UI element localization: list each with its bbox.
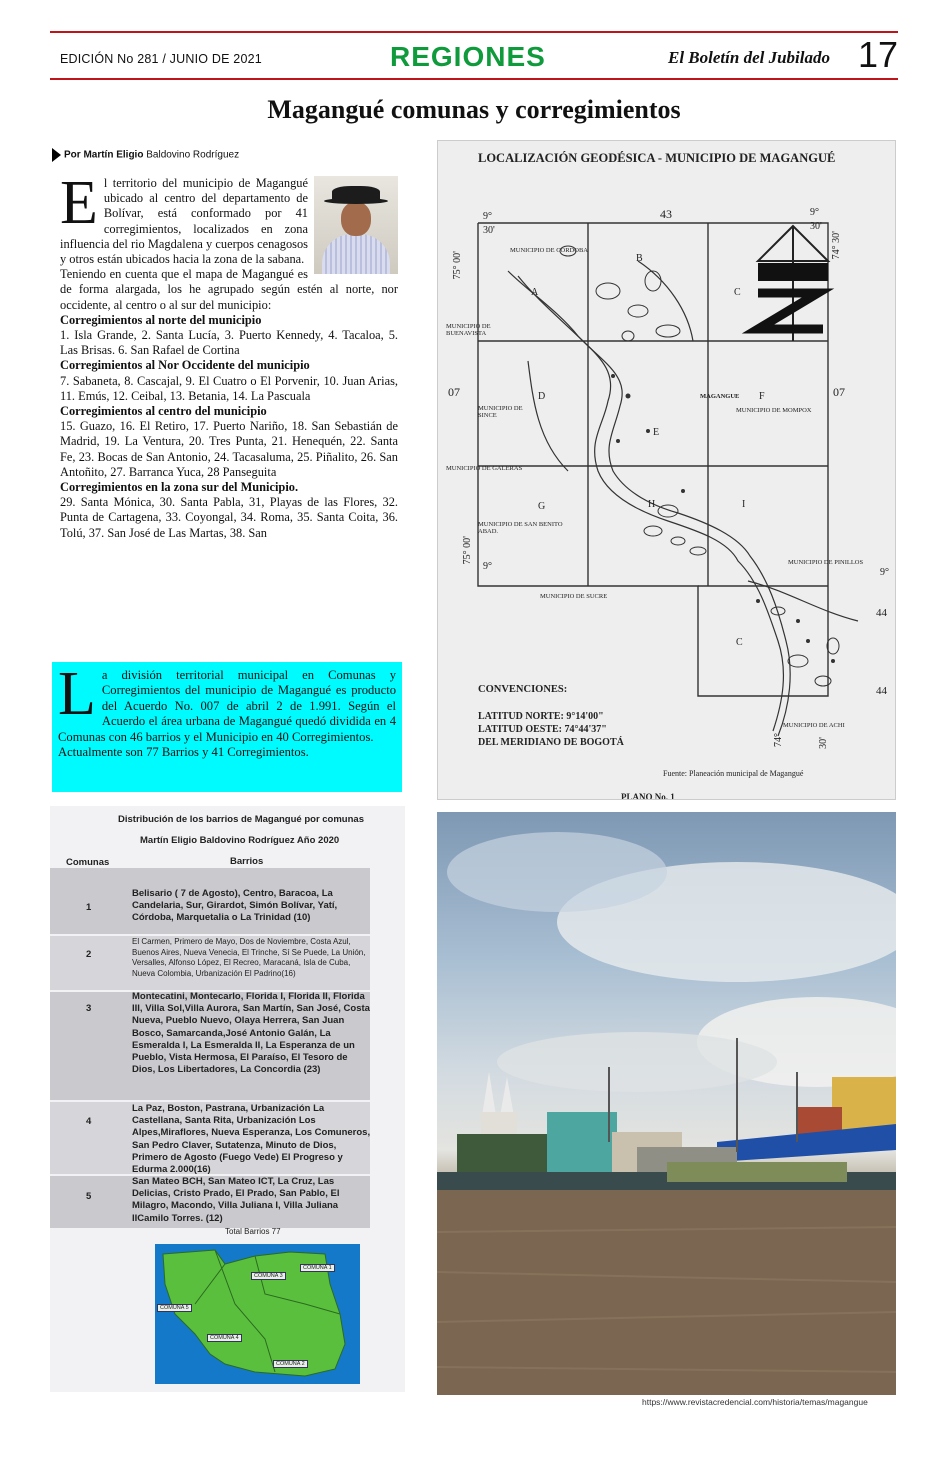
map-place-label: MUNICIPIO DE SINCE [478,405,523,419]
map-quadrant-label: I [742,499,746,510]
table-title: Distribución de los barrios de Magangué por comunas [118,814,364,825]
map-grid-label: 07 [448,385,460,399]
map-place-label: MUNICIPIO DE CORDOBA [510,247,589,254]
table-subtitle: Martín Eligio Baldovino Rodríguez Año 2020 [140,835,340,846]
map-latitude: LATITUD NORTE: 9°14'00" [478,711,604,722]
section-text: 29. Santa Mónica, 30. Santa Pabla, 31, Playas de las Flores, 32. Punta de Cartagena, 33. Coyongal, 34. Roma, 35. Santa Coita, 36. Tolú, 37. San José de Las Martas, 38. San [60,495,398,540]
table-row-barrios: Montecatini, Montecarlo, Florida I, Florida II, Florida III, Villa Sol,Villa Aurora, San Martín, San José, Costa Nueva, Pueblo Nuevo, Olaya Herrera, San Juan Bosco, Samarcanda,José Antonio Galán, La Esmeralda I, La Esmeralda II, La Esperanza de un Pueblo, Vista Hermosa, El Paraíso, El Tesoro de Dios, Los Libertadores, La Concordia (23) [132,991,370,1076]
map-grid-label: 07 [833,385,845,399]
table-total: Total Barrios 77 [225,1227,281,1236]
map-place-label: MUNICIPIO DE BUENAVISTA [446,323,491,337]
map-grid-label: 9° [483,561,492,572]
map-grid-label: 74° [773,733,784,747]
comuna-label: COMUNA 3 [251,1272,286,1280]
publication-brand: El Boletín del Jubilado [668,48,830,67]
info-box-dropcap: L [58,660,96,728]
barrios-table [50,806,405,1392]
byline-arrow-icon [52,148,61,162]
map-quadrant-label: A [531,287,539,298]
article-body [60,176,398,624]
map-grid-label: 9° [880,567,889,578]
map-grid-label: 44 [876,607,887,619]
table-row-number: 5 [86,1191,92,1202]
map-place-label: MUNICIPIO DE ACHI [783,722,845,729]
section-text: 15. Guazo, 16. El Retiro, 17. Puerto Nariño, 18. San Sebastián de Madrid, 19. La Ventura, 20. Tres Punta, 21. Henequén, 22. Santa Fe, 23. Bocas de San Antonio, 24. Tacasaluma, 25. Piñalito, 26. San Antoñito, 27. Barranca Yuca, 28 Panseguita [60,419,398,479]
table-row-number: 2 [86,949,92,960]
map-quadrant-label: E [653,427,660,438]
map-place-label: MUNICIPIO DE PINILLOS [788,559,864,566]
map-quadrant-label: C [734,287,741,298]
header-top-rule [50,31,898,33]
map-meridian: DEL MERIDIANO DE BOGOTÁ [478,737,624,748]
map-grid-label: 30' [810,221,822,232]
article-title: Magangué comunas y corregimientos [267,95,681,124]
map-grid-label: 44 [876,685,887,697]
map-source: Fuente: Planeación municipal de Magangué [663,769,804,778]
table-row-number: 1 [86,902,92,913]
map-quadrant-label: G [538,501,546,512]
map-place-label: MAGANGUE [700,393,740,400]
map-grid-label: 30' [818,737,829,749]
map-longitude: LATITUD OESTE: 74°44'37" [478,724,607,735]
map-quadrant-label: B [636,253,643,264]
page-number: 17 [858,34,899,75]
map-quadrant-label: D [538,391,546,402]
map-place-label: MUNICIPIO DE SUCRE [540,593,608,600]
table-row-number: 3 [86,1003,92,1014]
map-quadrant-label: H [648,499,656,510]
comuna-label: COMUNA 1 [300,1264,335,1272]
map-grid-label: 74° 30' [831,231,842,260]
map-grid-label: 75° 00' [452,251,463,280]
table-row-barrios: El Carmen, Primero de Mayo, Dos de Noviembre, Costa Azul, Buenos Aires, Nueva Venecia, El Trinche, Sí Se Puede, La Unión, Versalles, Alfonso López, El Recreo, Maracaná, Isla de Cuba, Nueva Colombia, Urbanización El Padrino(16) [132,937,366,978]
section-heading: Corregimientos al norte del municipio [60,312,262,327]
section-title: REGIONES [390,41,546,72]
map-place-label: MUNICIPIO DE MOMPOX [736,407,812,414]
river-photo [437,812,896,1395]
section-heading: Corregimientos al Nor Occidente del municipio [60,358,310,373]
author-photo [314,176,398,274]
map-grid-label: 9° [483,211,492,222]
byline-prefix: Por Martín Eligio [64,149,144,161]
map-title: LOCALIZACIÓN GEODÉSICA - MUNICIPIO DE MAGANGUÉ [478,151,836,165]
map-grid-label: 75° 00' [462,536,473,565]
map-place-label: MUNICIPIO DE SAN BENITO ABAD. [478,521,563,535]
article-para2: Teniendo en cuenta que el mapa de Magangué es de forma alargada, los he agrupado según estén al norte, nor occidente, al centro o al sur del municipio: [60,267,398,312]
map-grid-label: 9° [810,207,819,218]
table-row-barrios: San Mateo BCH, San Mateo ICT, La Cruz, Las Delicias, Cristo Prado, El Prado, San Pablo, El Milagro, Macondo, Villa Juliana I, Villa Juliana IICamilo Torres. (12) [132,1176,340,1224]
map-grid-label: 30' [483,225,495,236]
info-box-text: a división territorial municipal en Comunas y Corregimientos del municipio de Magangué es producto del Acuerdo No. 007 de abril 2 de 1.991. Según el Acuerdo el área urbana de Magangué quedó dividida en 4 Comunas con 46 barrios y el Municipio en 40 Corregimientos. [58,668,396,744]
article-intro: l territorio del municipio de Magangué ubicado al centro del departamento de Bolívar, está conformado por 41 corregimientos, localizados en zona influencia del rio Magdalena y cuerpos cenagosos y otros están ubicados hacia la zona de la sabana. [60,176,308,267]
river-scene [437,812,896,1395]
table-header-barrios: Barrios [230,856,264,867]
comunas-map [155,1244,360,1384]
comuna-label: COMUNA 2 [273,1360,308,1368]
comuna-label: COMUNA 5 [157,1304,192,1312]
geodesic-map [437,140,896,800]
header-bottom-rule [50,78,898,80]
map-place-label: MUNICIPIO DE GALERAS [446,465,523,472]
info-box [52,662,402,792]
map-conventions-title: CONVENCIONES: [478,684,568,695]
section-text: 1. Isla Grande, 2. Santa Lucía, 3. Puerto Kennedy, 4. Tacaloa, 5. Las Brisas. 6. San Rafael de Cortina [60,328,398,358]
section-heading: Corregimientos en la zona sur del Municipio. [60,480,299,495]
table-row-number: 4 [86,1116,92,1127]
byline [52,148,239,162]
map-quadrant-label: C [736,637,743,648]
map-plate: PLANO No. 1 [621,792,675,800]
photo-credit: https://www.revistacredencial.com/historia/temas/magangue [642,1397,868,1407]
article-dropcap: E [60,176,98,237]
info-box-last: Actualmente son 77 Barrios y 41 Corregimientos. [58,745,309,760]
map-quadrant-label: F [759,391,765,402]
section-heading: Corregimientos al centro del municipio [60,404,267,419]
section-text: 7. Sabaneta, 8. Cascajal, 9. El Cuatro o El Porvenir, 10. Juan Arias, 11. Emús, 12. Ceibal, 13. Betania, 14. La Pascuala [60,373,398,403]
map-grid-label: 43 [660,207,672,221]
table-row-barrios: La Paz, Boston, Pastrana, Urbanización La Castellana, Santa Rita, Urbanización Los Alpes,Miraflores, Nueva Esperanza, Los Comuneros, San Pedro Claver, Sutatenza, Minuto de Dios, Primero de Agosto (Fuego Vede) El Progreso y Edurma 2.000(16) [132,1103,371,1176]
byline-name: Baldovino Rodríguez [146,149,240,161]
edition-label: EDICIÓN No 281 / JUNIO DE 2021 [60,52,262,66]
comuna-label: COMUNA 4 [207,1334,242,1342]
table-row-barrios: Belisario ( 7 de Agosto), Centro, Baracoa, La Candelaria, Sur, Girardot, Simón Bolívar, Yatí, Córdoba, Marquetalia o La Trinidad (10) [132,888,338,924]
table-header-comunas: Comunas [66,857,110,868]
